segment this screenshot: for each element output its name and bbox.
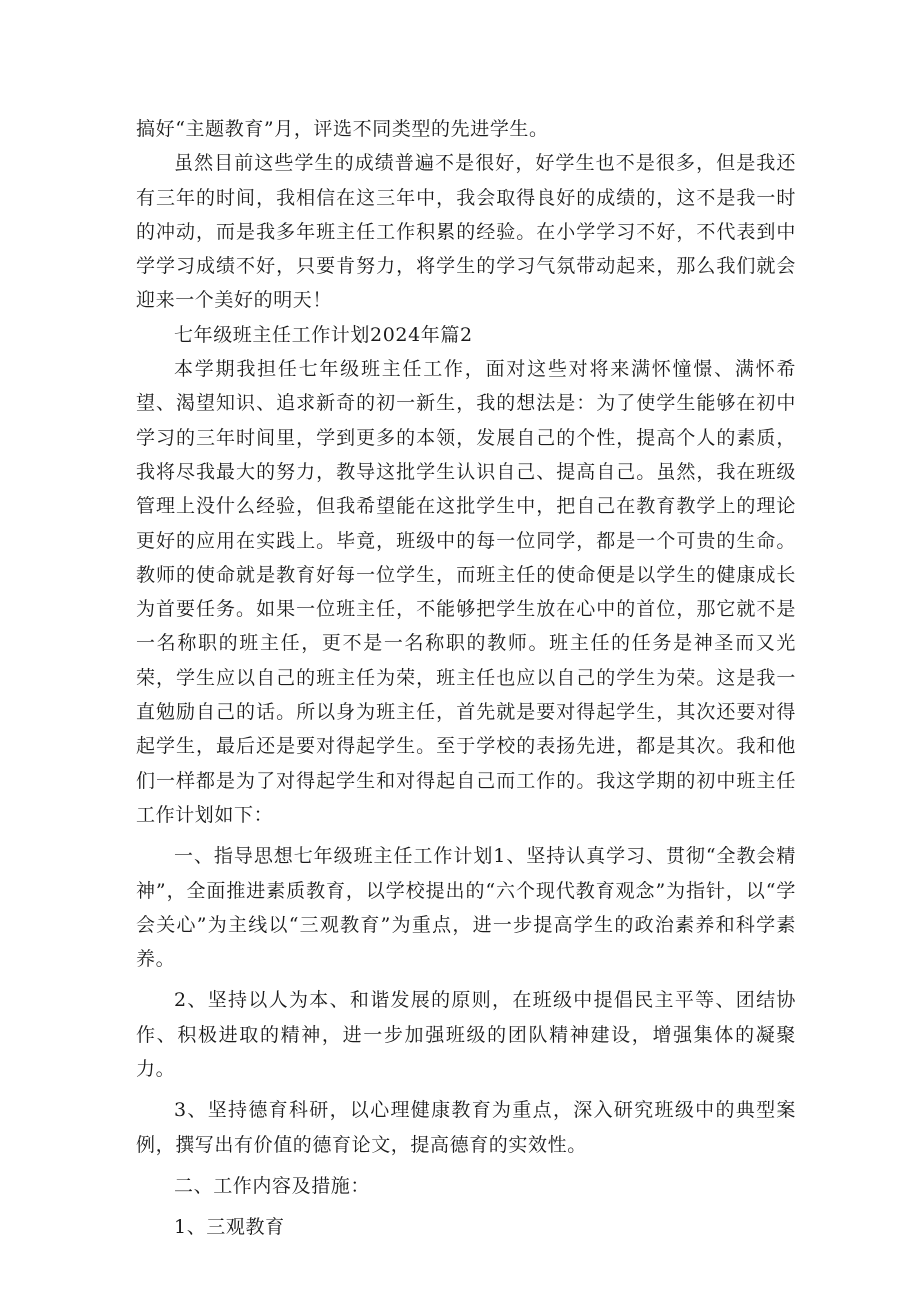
paragraph-point-3: 3、坚持德育科研，以心理健康教育为重点，深入研究班级中的典型案例，撰写出有价值的德育论文，提高德育的实效性。 [136,1099,796,1156]
paragraph-introduction: 本学期我担任七年级班主任工作，面对这些对将来满怀憧憬、满怀希望、渴望知识、追求新奇的初一新生，我的想法是：为了使学生能够在初中学习的三年时间里，学到更多的本领，发展自己的个性，提高个人的素质，我将尽我最大的努力，教导这批学生认识自己、提高自己。虽然，我在班级管理上没什么经验，但我希望能在这批学生中，把自己在教育教学上的理论更好的应用在实践上。毕竟，班级中的每一位同学，都是一个可贵的生命。教师的使命就是教育好每一位学生，而班主任的使命便是以学生的健康成长为首要任务。如果一位班主任，不能够把学生放在心中的首位，那它就不是一名称职的班主任，更不是一名称职的教师。班主任的任务是神圣而又光荣，学生应以自己的班主任为荣，班主任也应以自己的学生为荣。这是我一直勉励自己的话。所以身为班主任，首先就是要对得起学生，其次还要对得起学生，最后还是要对得起学生。至于学校的表扬先进，都是其次。我和他们一样都是为了对得起学生和对得起自己而工作的。我这学期的初中班主任工作计划如下： [136,358,796,826]
subheading-three-views: 1、三观教育 [174,1216,285,1239]
paragraph-point-2: 2、坚持以人为本、和谐发展的原则，在班级中提倡民主平等、团结协作、积极进取的精神，进一步加强班级的团队精神建设，增强集体的凝聚力。 [136,989,796,1081]
paragraph-closing-remarks: 虽然目前这些学生的成绩普遍不是很好，好学生也不是很多，但是我还有三年的时间，我相信在这三年中，我会取得良好的成绩的，这不是我一时的冲动，而是我多年班主任工作积累的经验。在小学学习不好，不代表到中学学习成绩不好，只要肯努力，将学生的学习气氛带动起来，那么我们就会迎来一个美好的明天！ [136,152,796,312]
paragraph-guiding-thought: 一、指导思想七年级班主任工作计划1、坚持认真学习、贯彻“全教会精神”，全面推进素质教育，以学校提出的“六个现代教育观念”为指针，以“学会关心”为主线以“三观教育”为重点，进一步提高学生的政治素养和科学素养。 [136,845,796,971]
section-heading-work-content: 二、工作内容及措施： [174,1174,371,1197]
section-heading-part-2: 七年级班主任工作计划2024年篇2 [174,323,473,346]
document-body [136,112,796,1245]
paragraph-continuation: 搞好“主题教育”月，评选不同类型的先进学生。 [136,118,549,140]
